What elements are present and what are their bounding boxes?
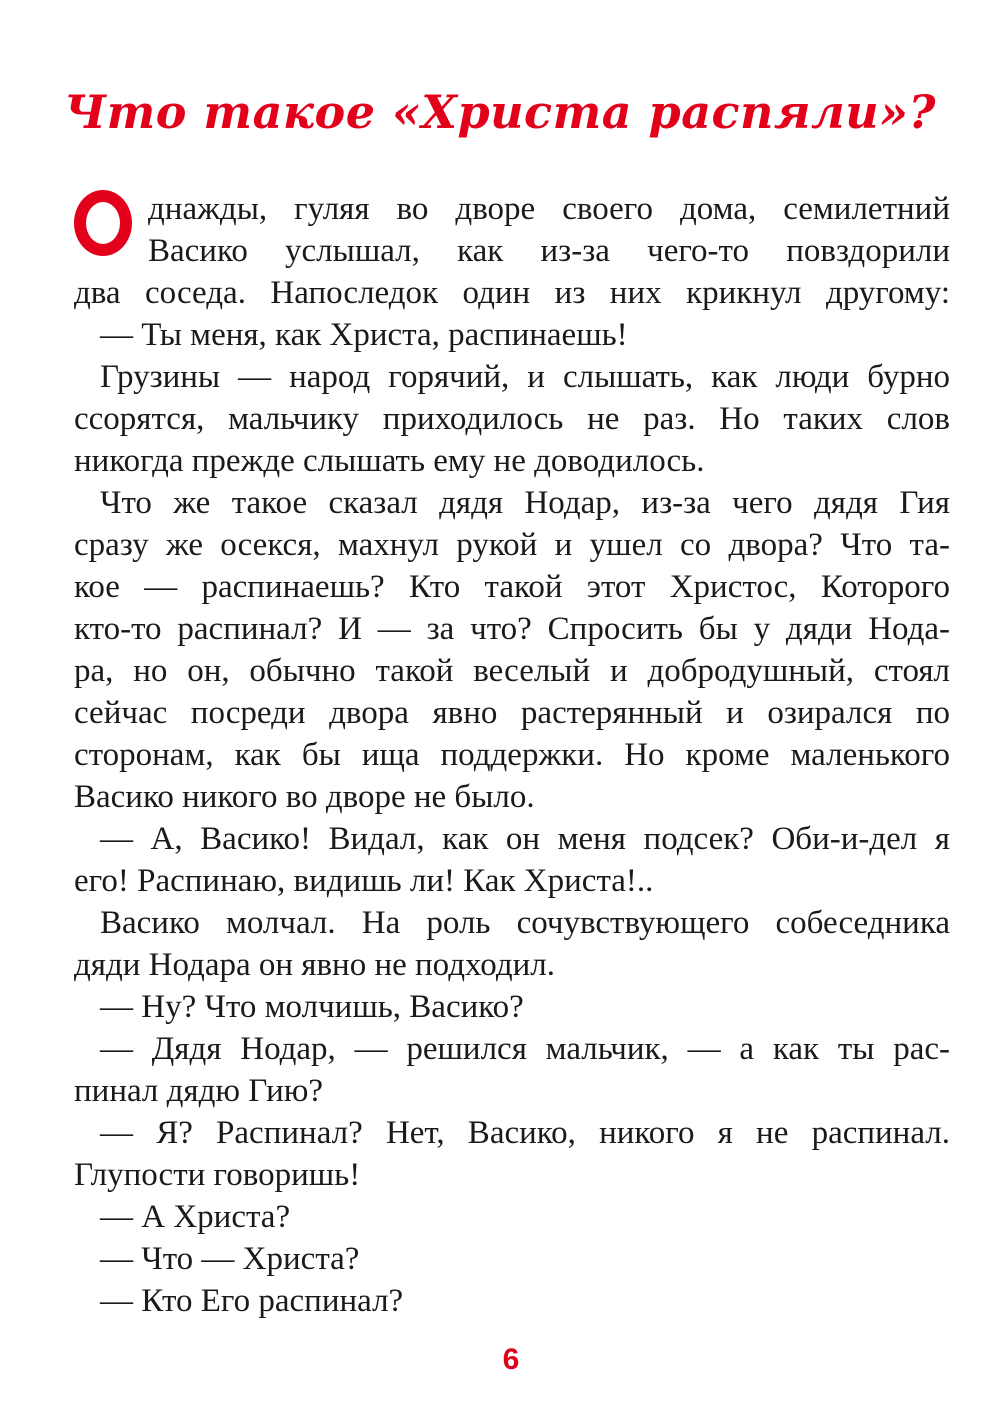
text-line: сейчас посреди двора явно растерянный и озирался по bbox=[74, 695, 950, 731]
text-line: ра, но он, обычно такой веселый и добродушный, стоял bbox=[74, 653, 950, 689]
text-line: сторонам, как бы ища поддержки. Но кроме маленького bbox=[74, 737, 950, 773]
text-line: дяди Нодара он явно не подходил. bbox=[74, 947, 555, 983]
text-line: — Я? Распинал? Нет, Васико, никого я не распинал. bbox=[100, 1115, 950, 1151]
text-line: сразу же осекся, махнул рукой и ушел со двора? Что та- bbox=[74, 527, 950, 563]
text-line: пинал дядю Гию? bbox=[74, 1073, 324, 1109]
text-line: — А Христа? bbox=[100, 1199, 291, 1235]
page-number: 6 bbox=[502, 1343, 520, 1376]
text-line: кое — распинаешь? Кто такой этот Христос, Которого bbox=[74, 569, 950, 605]
text-line: Глупости говоришь! bbox=[74, 1157, 361, 1193]
text-line: Васико никого во дворе не было. bbox=[74, 779, 535, 815]
text-line: Васико молчал. На роль сочувствующего собеседника bbox=[100, 905, 950, 941]
drop-cap-o bbox=[74, 190, 132, 256]
chapter-title: Что такое «Христа распяли»? bbox=[64, 85, 936, 139]
text-line: днажды, гуляя во дворе своего дома, семилетний bbox=[148, 191, 950, 227]
text-line: кто-то распинал? И — за что? Спросить бы у дяди Нода- bbox=[74, 611, 950, 647]
text-line: — А, Васико! Видал, как он меня подсек? Оби-и-дел я bbox=[100, 821, 950, 857]
text-line: — Дядя Нодар, — решился мальчик, — а как ты рас- bbox=[100, 1031, 950, 1067]
text-line: — Кто Его распинал? bbox=[100, 1283, 404, 1319]
text-line: — Ты меня, как Христа, распинаешь! bbox=[100, 317, 628, 353]
text-line: — Ну? Что молчишь, Васико? bbox=[100, 989, 524, 1025]
text-line: два соседа. Напоследок один из них крикнул другому: bbox=[74, 275, 950, 311]
text-line: — Что — Христа? bbox=[100, 1241, 360, 1277]
text-line: ссорятся, мальчику приходилось не раз. Но таких слов bbox=[74, 401, 950, 437]
text-line: Грузины — народ горячий, и слышать, как люди бурно bbox=[100, 359, 950, 395]
text-line: Васико услышал, как из-за чего-то повздорили bbox=[148, 233, 950, 269]
text-line: Что же такое сказал дядя Нодар, из-за чего дядя Гия bbox=[100, 485, 950, 521]
text-line: никогда прежде слышать ему не доводилось. bbox=[74, 443, 705, 479]
text-line: его! Распинаю, видишь ли! Как Христа!.. bbox=[74, 863, 654, 899]
